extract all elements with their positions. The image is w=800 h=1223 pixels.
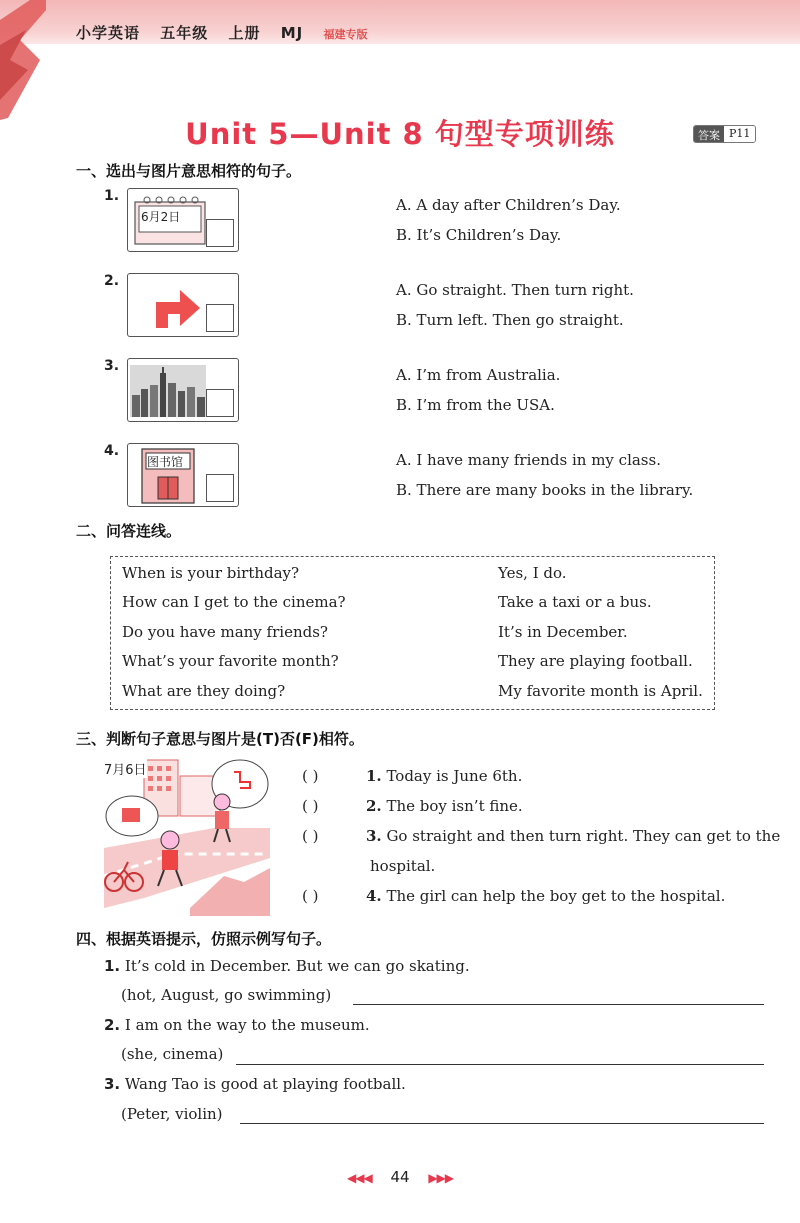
s2-question-3[interactable]: Do you have many friends? — [122, 623, 328, 641]
s1-item3-picture — [127, 358, 239, 422]
tf-text-3-continued: hospital. — [370, 857, 436, 875]
s1-item4-picture — [127, 443, 239, 507]
s4-hint-2: (she, cinema) — [121, 1045, 224, 1063]
s3-item-2 — [302, 797, 523, 815]
s4-answer-line-1[interactable] — [353, 1004, 764, 1005]
page-number: 44 — [390, 1168, 410, 1186]
s1-item2-option-b: B. Turn left. Then go straight. — [396, 311, 624, 329]
tf-number-3: 3. — [366, 827, 382, 845]
answer-tag-page: P11 — [724, 126, 755, 142]
section3-heading: 三、判断句子意思与图片是(T)否(F)相符。 — [76, 730, 364, 748]
s2-answer-1[interactable]: Yes, I do. — [498, 564, 567, 582]
s3-scene-picture — [104, 758, 270, 916]
s4-hint-3: (Peter, violin) — [121, 1105, 223, 1123]
s2-question-2[interactable]: How can I get to the cinema? — [122, 593, 346, 611]
tf-text-2: The boy isn’t fine. — [386, 797, 523, 815]
s1-item1-picture — [127, 188, 239, 252]
s4-answer-line-2[interactable] — [236, 1064, 764, 1065]
tf-text-3: Go straight and then turn right. They can get to the — [386, 827, 781, 845]
tf-answer-blank-3[interactable]: ( ) — [302, 827, 319, 845]
s4-example-2: I am on the way to the museum. — [124, 1016, 370, 1034]
s2-answer-4[interactable]: They are playing football. — [498, 652, 693, 670]
s4-item-3 — [104, 1075, 406, 1093]
s1-item3-option-b: B. I’m from the USA. — [396, 396, 555, 414]
tf-answer-blank-1[interactable]: ( ) — [302, 767, 319, 785]
s3-item-3 — [302, 827, 780, 845]
answer-tag-label: 答案 — [694, 126, 724, 142]
s2-question-1[interactable]: When is your birthday? — [122, 564, 300, 582]
s1-item4-answer-box[interactable] — [206, 474, 234, 502]
page-footer — [0, 1168, 800, 1186]
section4-heading: 四、根据英语提示，仿照示例写句子。 — [76, 930, 332, 948]
s2-answer-3[interactable]: It’s in December. — [498, 623, 628, 641]
header-edition: 福建专版 — [323, 28, 368, 41]
s3-item-4 — [302, 887, 725, 905]
calendar-date: 6月2日 — [141, 210, 181, 224]
city-skyline-icon — [130, 365, 206, 417]
header-subject: 小学英语 — [76, 24, 141, 42]
s1-item4-option-a: A. I have many friends in my class. — [396, 451, 661, 469]
s4-hint-1: (hot, August, go swimming) — [121, 986, 332, 1004]
s4-example-3: Wang Tao is good at playing football. — [124, 1075, 406, 1093]
s1-item3-number: 3. — [104, 358, 120, 374]
tf-number-1: 1. — [366, 767, 382, 785]
s4-number-1: 1. — [104, 957, 121, 975]
s1-item2-option-a: A. Go straight. Then turn right. — [396, 281, 634, 299]
s1-item1-option-a: A. A day after Children’s Day. — [396, 196, 621, 214]
s4-answer-line-3[interactable] — [240, 1123, 764, 1124]
s1-item2-picture — [127, 273, 239, 337]
s2-question-4[interactable]: What’s your favorite month? — [122, 652, 339, 670]
s1-item4-option-b: B. There are many books in the library. — [396, 481, 694, 499]
left-arrows-icon: ◀◀◀ — [346, 1171, 372, 1185]
tf-text-4: The girl can help the boy get to the hospital. — [386, 887, 726, 905]
tf-text-1: Today is June 6th. — [386, 767, 523, 785]
section2-heading: 二、问答连线。 — [76, 522, 182, 540]
turn-right-arrow-icon — [148, 278, 208, 334]
s1-item2-number: 2. — [104, 273, 120, 289]
header-volume: 上册 — [228, 24, 261, 42]
s1-item2-answer-box[interactable] — [206, 304, 234, 332]
s1-item3-answer-box[interactable] — [206, 389, 234, 417]
s1-item1-option-b: B. It’s Children’s Day. — [396, 226, 562, 244]
s3-item-1 — [302, 767, 522, 785]
header-info — [76, 22, 382, 43]
s4-number-2: 2. — [104, 1016, 121, 1034]
tf-answer-blank-2[interactable]: ( ) — [302, 797, 319, 815]
scene-date-label: 7月6日 — [104, 759, 147, 778]
s2-question-5[interactable]: What are they doing? — [122, 682, 286, 700]
s4-example-1: It’s cold in December. But we can go skating. — [124, 957, 470, 975]
tf-number-4: 4. — [366, 887, 382, 905]
library-sign: 图书馆 — [147, 455, 184, 469]
right-arrows-icon: ▶▶▶ — [428, 1171, 454, 1185]
s2-answer-2[interactable]: Take a taxi or a bus. — [498, 593, 652, 611]
tf-answer-blank-4[interactable]: ( ) — [302, 887, 319, 905]
header-grade: 五年级 — [160, 24, 209, 42]
pagoda-ornament-icon — [0, 0, 46, 120]
s1-item1-answer-box[interactable] — [206, 219, 234, 247]
s2-answer-5[interactable]: My favorite month is April. — [498, 682, 703, 700]
s1-item3-option-a: A. I’m from Australia. — [396, 366, 561, 384]
tf-number-2: 2. — [366, 797, 382, 815]
s1-item1-number: 1. — [104, 188, 120, 204]
s1-item4-number: 4. — [104, 443, 120, 459]
section1-heading: 一、选出与图片意思相符的句子。 — [76, 162, 302, 180]
s4-item-1 — [104, 957, 470, 975]
answer-tag — [693, 125, 756, 143]
header-version: MJ — [280, 24, 304, 42]
street-scene-illustration — [104, 758, 270, 916]
s4-item-2 — [104, 1016, 370, 1034]
s4-number-3: 3. — [104, 1075, 121, 1093]
page-title: Unit 5—Unit 8 句型专项训练 — [185, 117, 615, 151]
